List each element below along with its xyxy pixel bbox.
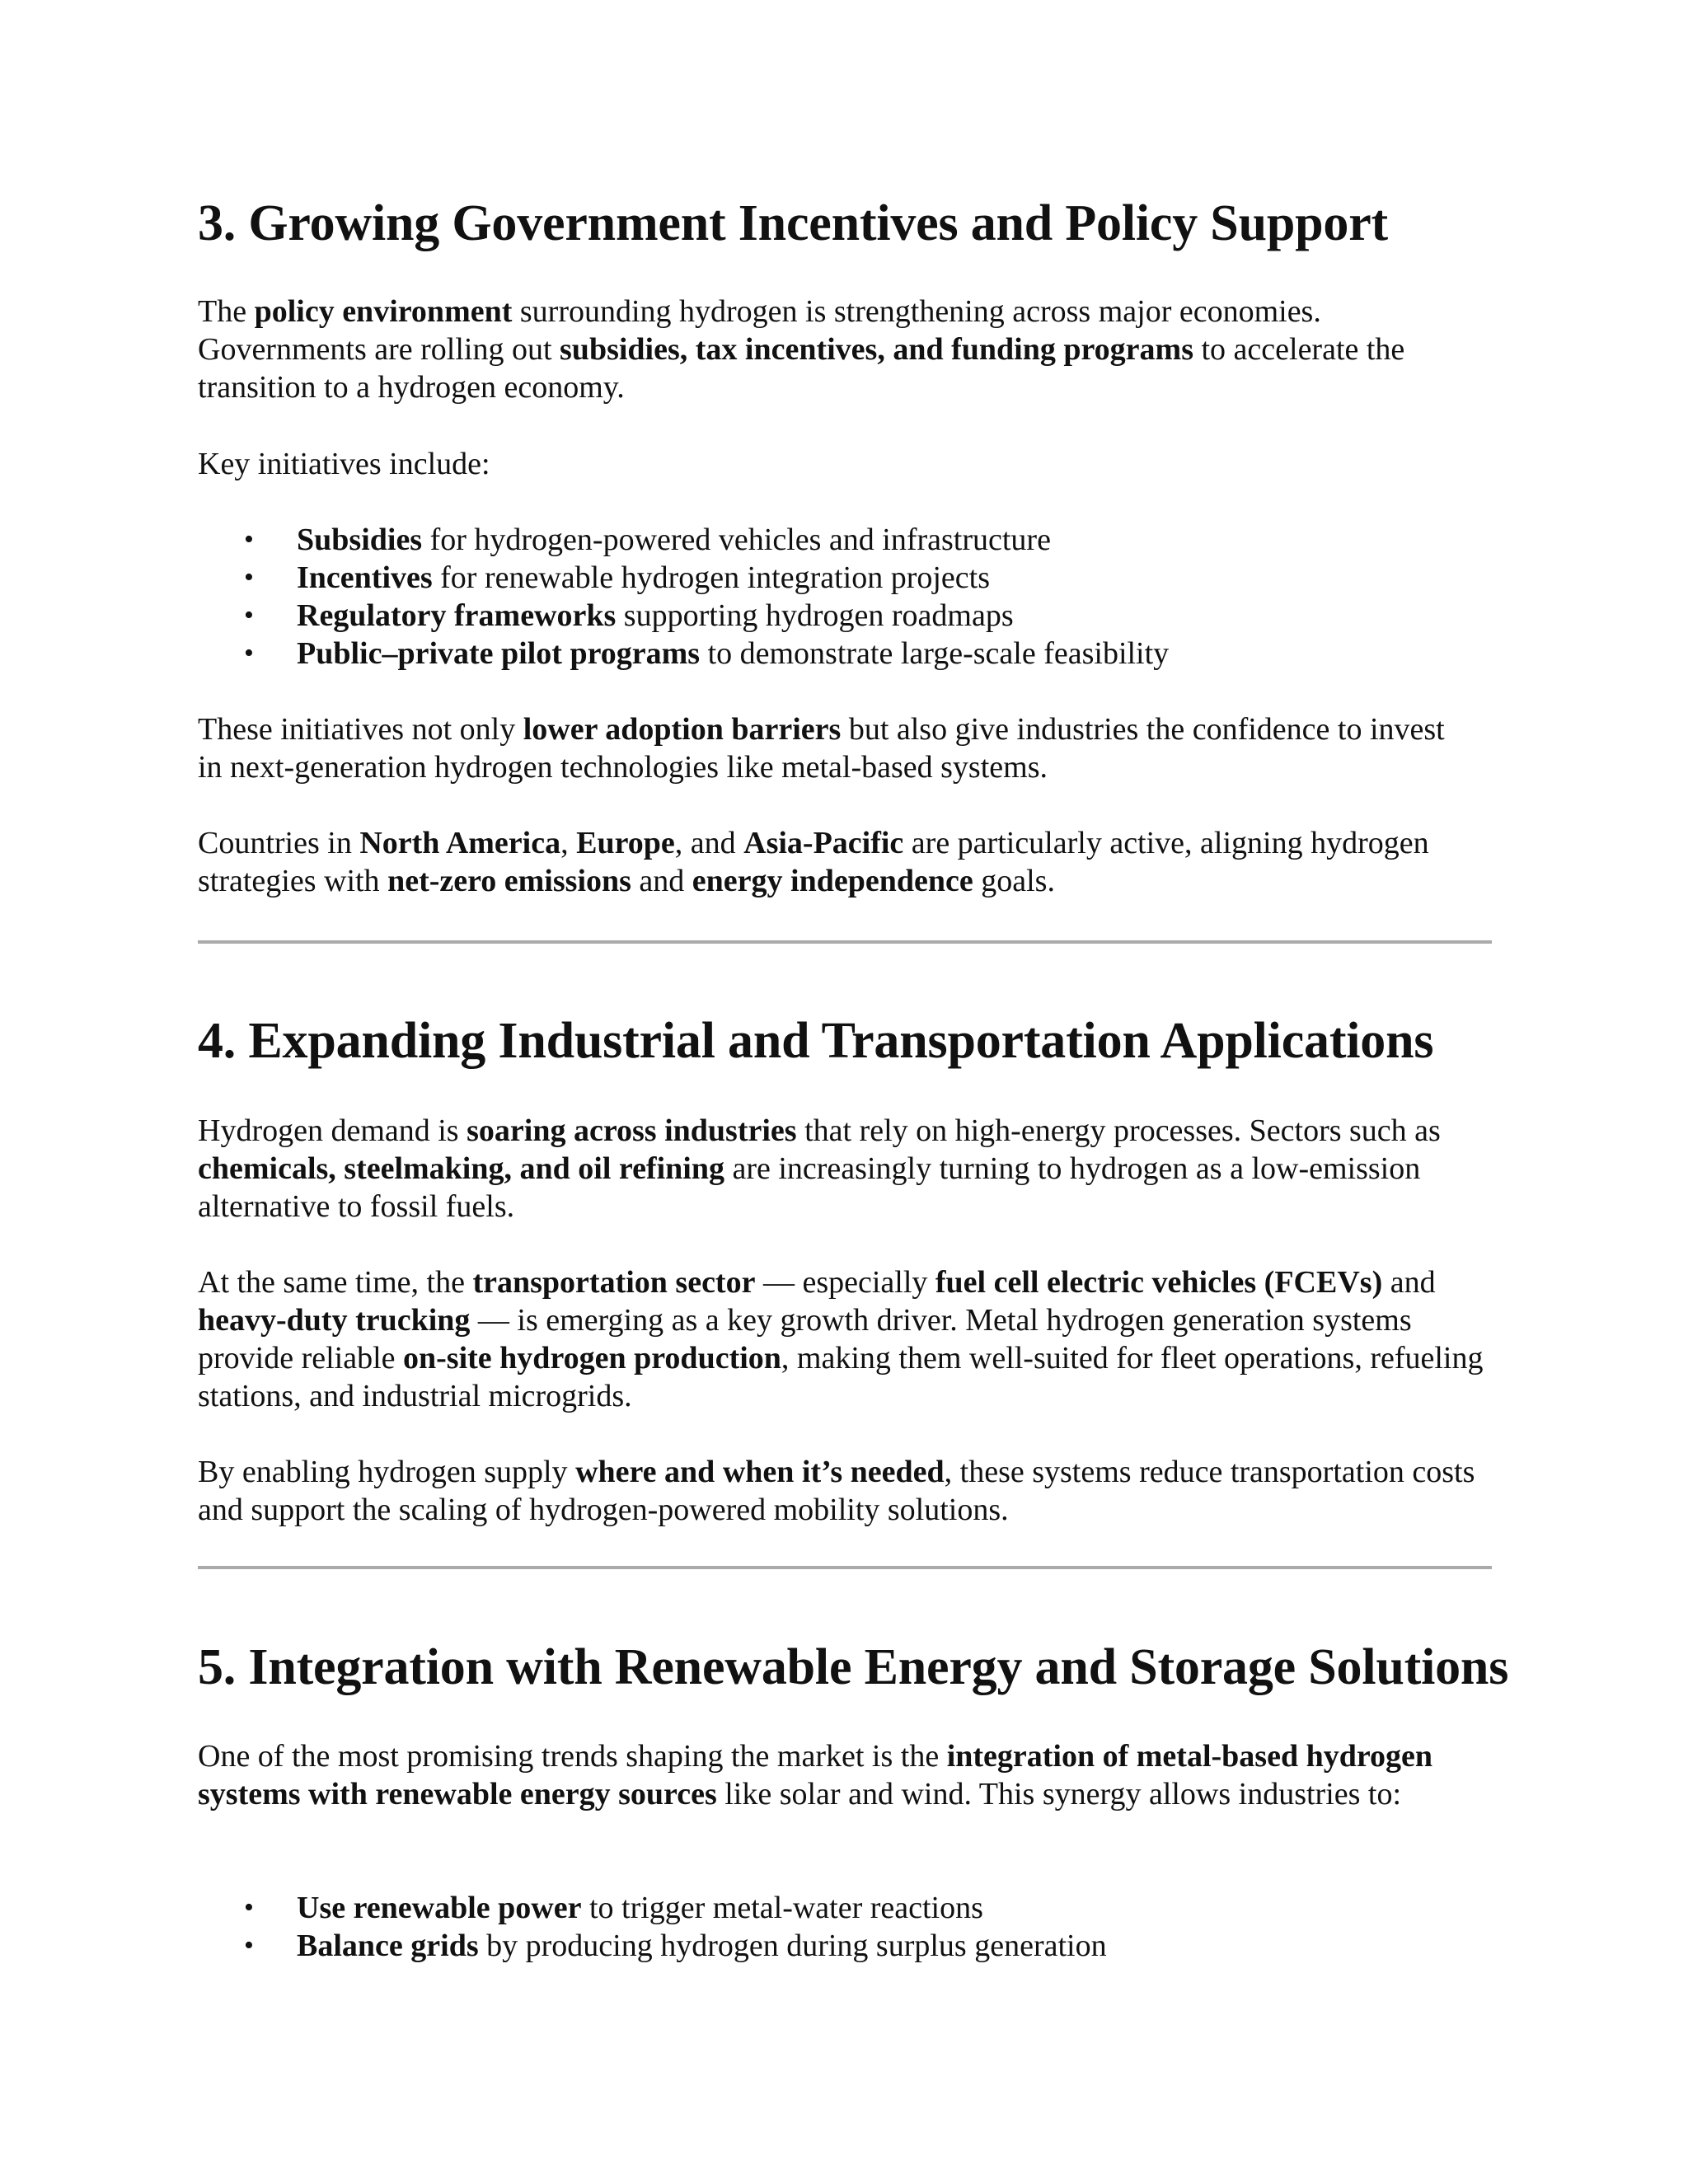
- bullet-icon: •: [244, 638, 254, 668]
- section-3-bullet-list: [198, 521, 1492, 673]
- section-3-heading: 3. Growing Government Incentives and Policy Support: [198, 195, 1388, 251]
- bullet-icon: •: [244, 600, 254, 630]
- list-item: • Public–private pilot programs to demonstrate large-scale feasibility: [244, 636, 1170, 671]
- list-item: • Balance grids by producing hydrogen during surplus generation: [244, 1929, 1107, 1963]
- section-4-heading: 4. Expanding Industrial and Transportation Applications: [198, 1013, 1434, 1069]
- section-5-paragraph-1: One of the most promising trends shaping the market is the integration of metal-based hydrogen systems with renewable energy sources like solar and wind. This synergy allows industries to:: [198, 1739, 1433, 1811]
- list-item: • Regulatory frameworks supporting hydrogen roadmaps: [244, 598, 1014, 633]
- bullet-icon: •: [244, 1892, 254, 1923]
- list-item: • Use renewable power to trigger metal-water reactions: [244, 1891, 983, 1925]
- list-item: • Incentives for renewable hydrogen integration projects: [244, 560, 991, 595]
- section-3-paragraph-4: Countries in North America, Europe, and Asia-Pacific are particularly active, aligning hydrogen strategies with net-zero emissions and energy independence goals.: [198, 826, 1429, 898]
- list-item: • Subsidies for hydrogen-powered vehicles and infrastructure: [244, 523, 1051, 557]
- section-divider: [198, 940, 1492, 944]
- bullet-icon: •: [244, 562, 254, 593]
- section-3-paragraph-1: The policy environment surrounding hydrogen is strengthening across major economies. Governments are rolling out subsidies, tax incentives, and funding programs to accelerate the transition to a hydrogen economy.: [198, 294, 1405, 405]
- section-5-heading: 5. Integration with Renewable Energy and Storage Solutions: [198, 1639, 1509, 1695]
- section-divider: [198, 1566, 1492, 1569]
- section-4-paragraph-3: By enabling hydrogen supply where and when it’s needed, these systems reduce transportation costs and support the scaling of hydrogen-powered mobility solutions.: [198, 1455, 1475, 1527]
- section-5-bullet-list: [198, 1889, 1492, 1965]
- section-3-paragraph-3: These initiatives not only lower adoption barriers but also give industries the confidence to invest in next-generation hydrogen technologies like metal-based systems.: [198, 712, 1445, 785]
- section-3-paragraph-2: Key initiatives include:: [198, 447, 490, 481]
- bullet-icon: •: [244, 524, 254, 555]
- section-4-paragraph-1: Hydrogen demand is soaring across industries that rely on high-energy processes. Sectors such as chemicals, steelmaking, and oil refining are increasingly turning to hydrogen as a low-emission alternative to fossil fuels.: [198, 1113, 1441, 1224]
- bullet-icon: •: [244, 1930, 254, 1961]
- section-4-paragraph-2: At the same time, the transportation sector — especially fuel cell electric vehicles (FCEVs) and heavy-duty trucking — is emerging as a key growth driver. Metal hydrogen generation systems provide reliable on-site hydrogen production, making them well-suited for fleet operations, refueling stations, and industrial microgrids.: [198, 1265, 1484, 1413]
